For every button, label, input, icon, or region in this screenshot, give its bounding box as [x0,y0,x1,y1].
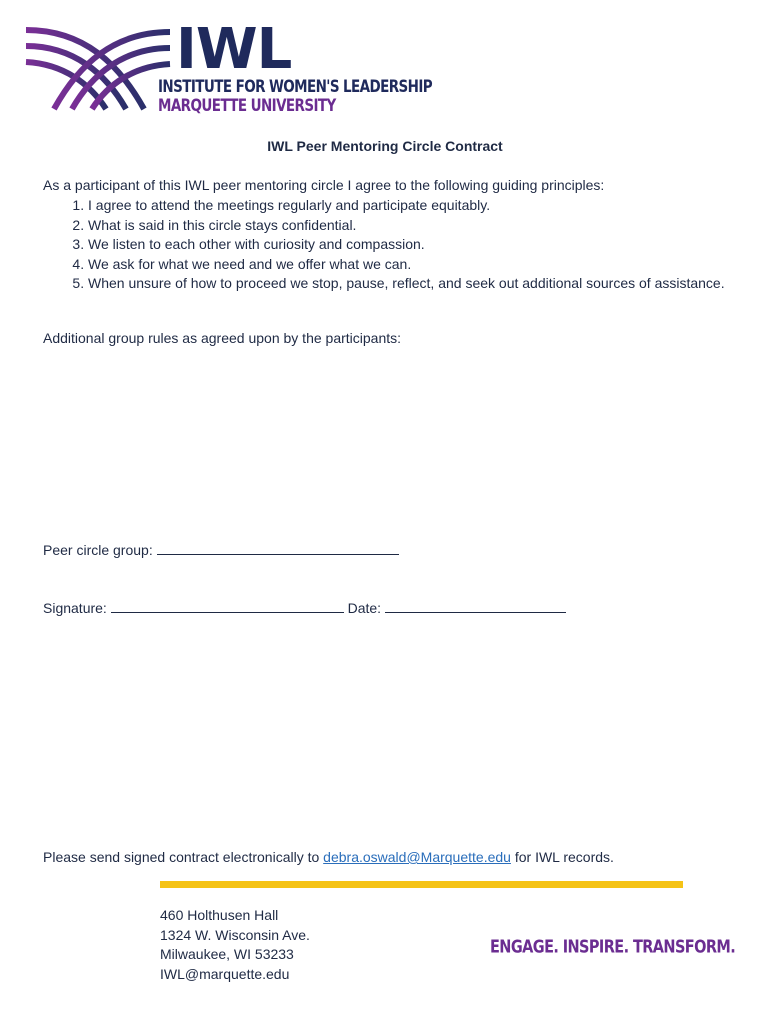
send-suffix: for IWL records. [514,849,614,865]
document-title: IWL Peer Mentoring Circle Contract [267,138,503,154]
peer-group-label: Peer circle group: [43,542,153,558]
principle-item: 2. What is said in this circle stays confidential. [88,216,768,236]
logo-wordmark: IWL [176,17,292,82]
address-line: 460 Holthusen Hall [160,907,279,923]
intro-text: As a participant of this IWL peer mentoring circle I agree to the following guiding principles: [43,177,605,193]
address-line: Milwaukee, WI 53233 [160,946,294,962]
signature-label: Signature: [43,600,107,616]
date-label: Date: [347,600,382,616]
principle-item: 1. I agree to attend the meetings regularly and participate equitably. [88,196,768,216]
peer-group-input-line[interactable] [157,541,399,555]
principle-item: 3. We listen to each other with curiosity and compassion. [88,235,768,255]
date-input-line[interactable] [385,599,566,613]
iwl-logo [24,17,433,116]
footer-email: IWL@marquette.edu [160,965,290,982]
footer-divider-bar [160,881,683,888]
signature-input-line[interactable] [111,599,344,613]
principle-item: 4. We ask for what we need and we offer what we can. [88,255,768,275]
address-line: 1324 W. Wisconsin Ave. [160,926,310,943]
additional-rules-label: Additional group rules as agreed upon by the participants: [43,330,402,346]
signature-date-field [43,599,566,616]
peer-group-field [43,541,399,558]
email-link[interactable]: debra.oswald@Marquette.edu [323,849,511,865]
logo-institute-name: INSTITUTE FOR WOMEN'S LEADERSHIP [158,77,433,97]
principle-item: 5. When unsure of how to proceed we stop, pause, reflect, and seek out additional sources of assistance. [88,274,768,294]
principles-list [66,196,768,294]
send-instructions [43,849,614,865]
iwl-arches-icon [24,24,174,114]
send-prefix: Please send signed contract electronically to [43,849,320,865]
logo-university-name: MARQUETTE UNIVERSITY [158,96,336,116]
footer-address [160,906,310,984]
footer-tagline: ENGAGE. INSPIRE. TRANSFORM. [490,938,736,958]
